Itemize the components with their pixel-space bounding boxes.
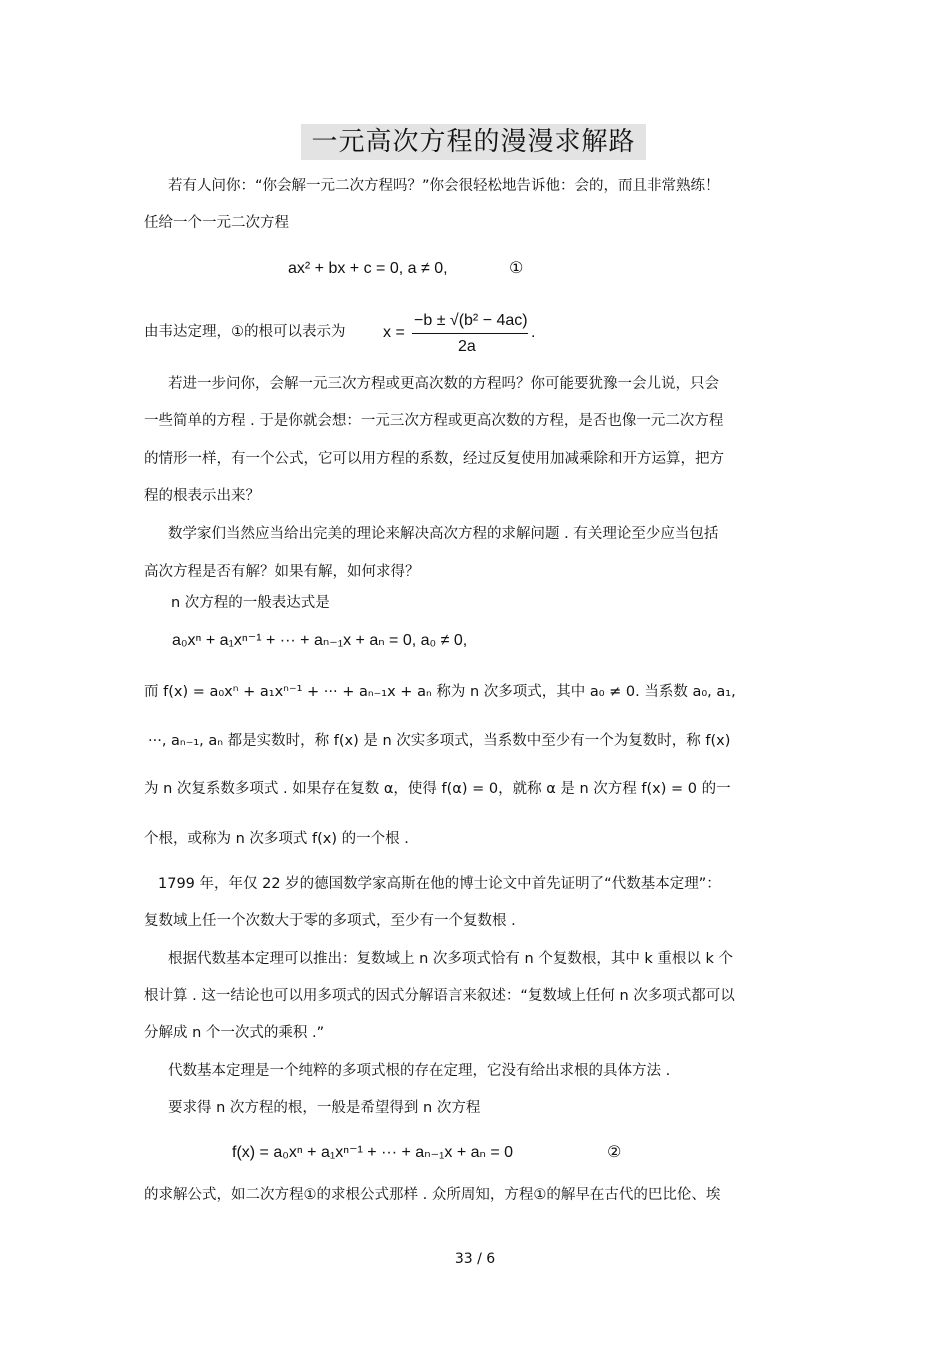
paragraph-4-line-1: 若进一步问你，会解一元三次方程或更高次数的方程吗？你可能要犹豫一会儿说，只会: [168, 376, 719, 392]
paragraph-8-line-1: 1799 年，年仅 22 岁的德国数学家高斯在他的博士论文中首先证明了“代数基本定理”：: [158, 876, 721, 892]
paragraph-7-line-1: 而 f(x) = a₀xⁿ + a₁xⁿ⁻¹ + ··· + aₙ₋₁x + aₙ 称为 n 次多项式，其中 a₀ ≠ 0. 当系数 a₀, a₁,: [144, 684, 736, 700]
equation-4-marker: ②: [607, 1144, 622, 1161]
paragraph-1: 若有人问你：“你会解一元二次方程吗？”你会很轻松地告诉他：会的，而且非常熟练！: [168, 178, 720, 194]
paragraph-3: 由韦达定理，①的根可以表示为: [144, 324, 346, 340]
paragraph-6: n 次方程的一般表达式是: [171, 595, 330, 611]
formula-numerator: −b ± √(b² − 4ac): [414, 312, 528, 329]
equation-4: f(x) = a₀xⁿ + a₁xⁿ⁻¹ + ··· + aₙ₋₁x + aₙ = 0: [232, 1144, 514, 1161]
paragraph-7-line-3: 为 n 次复系数多项式 . 如果存在复数 α，使得 f(α) = 0，就称 α 是 n 次方程 f(x) = 0 的一: [144, 781, 731, 797]
paragraph-9-line-1: 根据代数基本定理可以推出：复数域上 n 次多项式恰有 n 个复数根，其中 k 重根以 k 个: [168, 951, 734, 967]
page-number: 33 / 6: [454, 1251, 496, 1267]
fraction-bar: [412, 333, 528, 334]
paragraph-5-line-1: 数学家们当然应当给出完美的理论来解决高次方程的求解问题 . 有关理论至少应当包括: [168, 526, 719, 542]
paragraph-9-line-2: 根计算 . 这一结论也可以用多项式的因式分解语言来叙述：“复数域上任何 n 次多项式都可以: [144, 988, 735, 1004]
paragraph-7-line-2: ···, aₙ₋₁, aₙ 都是实数时，称 f(x) 是 n 次实多项式，当系数中至少有一个为复数时，称 f(x): [148, 733, 731, 749]
formula-denominator: 2a: [458, 338, 476, 355]
paragraph-11: 要求得 n 次方程的根，一般是希望得到 n 次方程: [168, 1100, 481, 1116]
formula-lhs: x =: [383, 324, 405, 341]
paragraph-12: 的求解公式，如二次方程①的求根公式那样 . 众所周知，方程①的解早在古代的巴比伦、埃: [144, 1187, 721, 1203]
paragraph-8-line-2: 复数域上任一个次数大于零的多项式，至少有一个复数根 .: [144, 913, 516, 929]
paragraph-10: 代数基本定理是一个纯粹的多项式根的存在定理，它没有给出求根的具体方法 .: [168, 1063, 671, 1079]
paragraph-4-line-2: 一些简单的方程 . 于是你就会想：一元三次方程或更高次数的方程，是否也像一元二次方程: [144, 413, 724, 429]
paragraph-2: 任给一个一元二次方程: [144, 215, 289, 231]
paragraph-7-line-4: 个根，或称为 n 次多项式 f(x) 的一个根 .: [144, 831, 409, 847]
page-title: 一元高次方程的漫漫求解路: [311, 127, 636, 157]
equation-1: ax² + bx + c = 0, a ≠ 0,: [288, 260, 448, 277]
formula-end: .: [531, 324, 536, 341]
equation-3: a₀xⁿ + a₁xⁿ⁻¹ + ··· + aₙ₋₁x + aₙ = 0, a₀ ≠ 0,: [172, 632, 468, 649]
paragraph-9-line-3: 分解成 n 个一次式的乘积 .”: [144, 1025, 325, 1041]
equation-1-marker: ①: [509, 260, 524, 277]
paragraph-5-line-2: 高次方程是否有解？如果有解，如何求得？: [144, 564, 420, 580]
paragraph-4-line-4: 程的根表示出来？: [144, 488, 260, 504]
paragraph-4-line-3: 的情形一样，有一个公式，它可以用方程的系数，经过反复使用加减乘除和开方运算，把方: [144, 451, 724, 467]
